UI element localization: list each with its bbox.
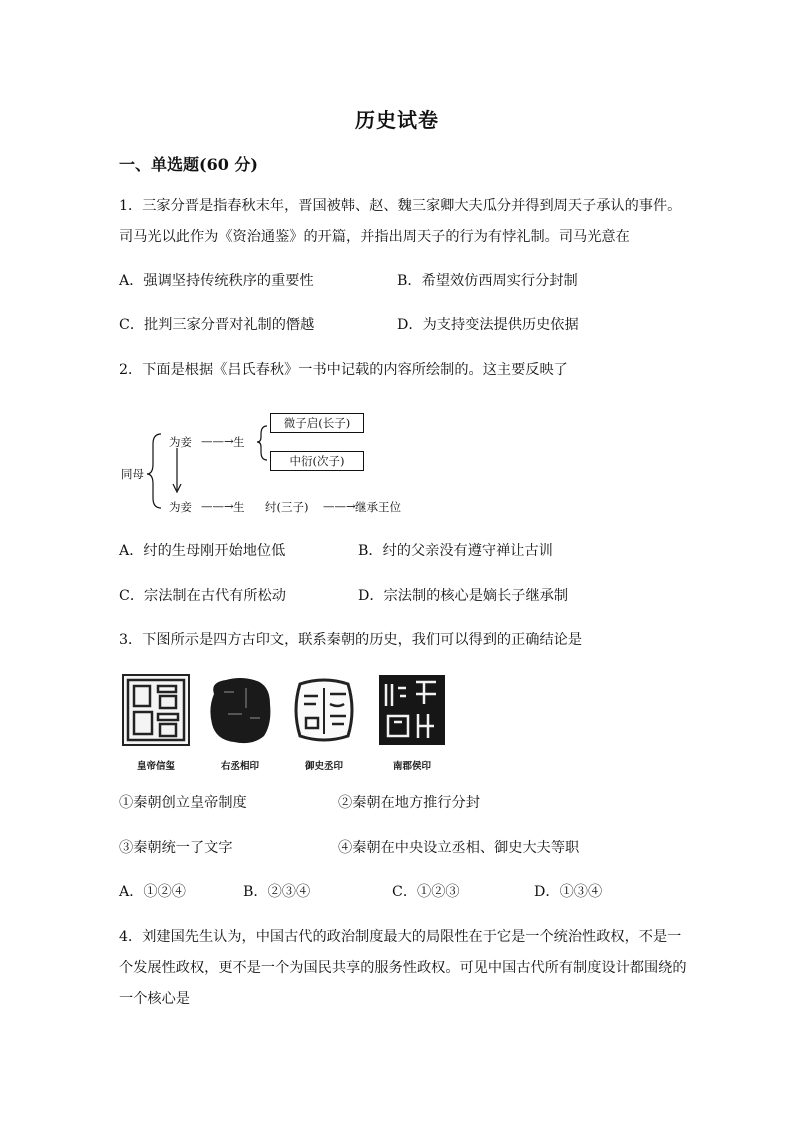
q1-option-b: B．希望效仿西周实行分封制 xyxy=(397,273,578,289)
q2-option-b: B．纣的父亲没有遵守禅让古训 xyxy=(358,543,553,559)
seal-images xyxy=(119,666,459,776)
q1-option-c: C．批判三家分晋对礼制的僭越 xyxy=(119,317,315,333)
q3-statement-3: ③秦朝统一了文字 xyxy=(119,840,233,856)
diagram-root: 同母 xyxy=(121,467,144,481)
q3-statement-2: ②秦朝在地方推行分封 xyxy=(338,795,480,811)
diagram-inherit: 继承王位 xyxy=(355,500,401,514)
diagram-box-eldest: 微子启(长子) xyxy=(270,413,364,433)
q3-statement-4: ④秦朝在中央设立丞相、御史大夫等职 xyxy=(338,840,580,856)
diagram-zhou-arrow: ——→ xyxy=(323,499,356,513)
q3-option-d: D．①③④ xyxy=(534,884,603,900)
q3-statement-1: ①秦朝创立皇帝制度 xyxy=(119,795,247,811)
q4-stem-line3: 一个核心是 xyxy=(119,991,190,1007)
q3-option-b: B．②③④ xyxy=(243,884,311,900)
q3-stem: 3．下图所示是四方古印文，联系秦朝的历史，我们可以得到的正确结论是 xyxy=(119,632,583,648)
seal-caption-1: 皇帝信玺 xyxy=(136,761,175,772)
seal-nanjun-image xyxy=(378,674,446,746)
diagram-bottom-label: 为妾 xyxy=(169,500,192,514)
q2-stem: 2．下面是根据《吕氏春秋》一书中记载的内容所绘制的。这主要反映了 xyxy=(119,362,568,378)
seal-censor-image xyxy=(290,674,358,746)
diagram-top-label: 为妾 xyxy=(169,435,192,449)
diagram-box-second: 中衍(次子) xyxy=(270,451,364,471)
q2-option-a: A．纣的生母刚开始地位低 xyxy=(119,543,286,559)
section-heading: 一、单选题(60 分) xyxy=(119,155,258,174)
q2-option-c: C．宗法制在古代有所松动 xyxy=(119,588,286,604)
seal-caption-4: 南郡侯印 xyxy=(392,761,431,772)
page-title: 历史试卷 xyxy=(355,108,439,132)
diagram-top-arrow: ——→ xyxy=(201,434,234,448)
q4-stem-line2: 个发展性政权，更不是一个为国民共享的服务性政权。可见中国古代所有制度设计都围绕的 xyxy=(119,960,687,976)
diagram-top-sheng: 生 xyxy=(233,435,245,449)
q3-option-c: C．①②③ xyxy=(392,884,460,900)
diagram-bottom-sheng: 生 xyxy=(233,500,245,514)
q1-stem-line2: 司马光以此作为《资治通鉴》的开篇，并指出周天子的行为有悖礼制。司马光意在 xyxy=(119,229,630,245)
q1-option-d: D．为支持变法提供历史依据 xyxy=(397,317,579,333)
q1-option-a: A．强调坚持传统秩序的重要性 xyxy=(119,273,314,289)
q4-stem-line1: 4．刘建国先生认为，中国古代的政治制度最大的局限性在于它是一个统治性政权，不是一 xyxy=(119,929,682,945)
seal-right-chancellor-image xyxy=(206,674,274,746)
q1-stem-line1: 1．三家分晋是指春秋末年，晋国被韩、赵、魏三家卿大夫瓜分并得到周天子承认的事件。 xyxy=(119,198,682,214)
diagram-zhou: 纣(三子) xyxy=(265,500,309,514)
lineage-diagram xyxy=(119,404,419,524)
seal-caption-3: 御史丞印 xyxy=(304,761,343,772)
q2-option-d: D．宗法制的核心是嫡长子继承制 xyxy=(358,588,569,604)
diagram-bottom-arrow: ——→ xyxy=(201,499,234,513)
q3-option-a: A．①②④ xyxy=(119,884,186,900)
seal-emperor-image xyxy=(122,674,190,746)
seal-caption-2: 右丞相印 xyxy=(220,761,259,772)
